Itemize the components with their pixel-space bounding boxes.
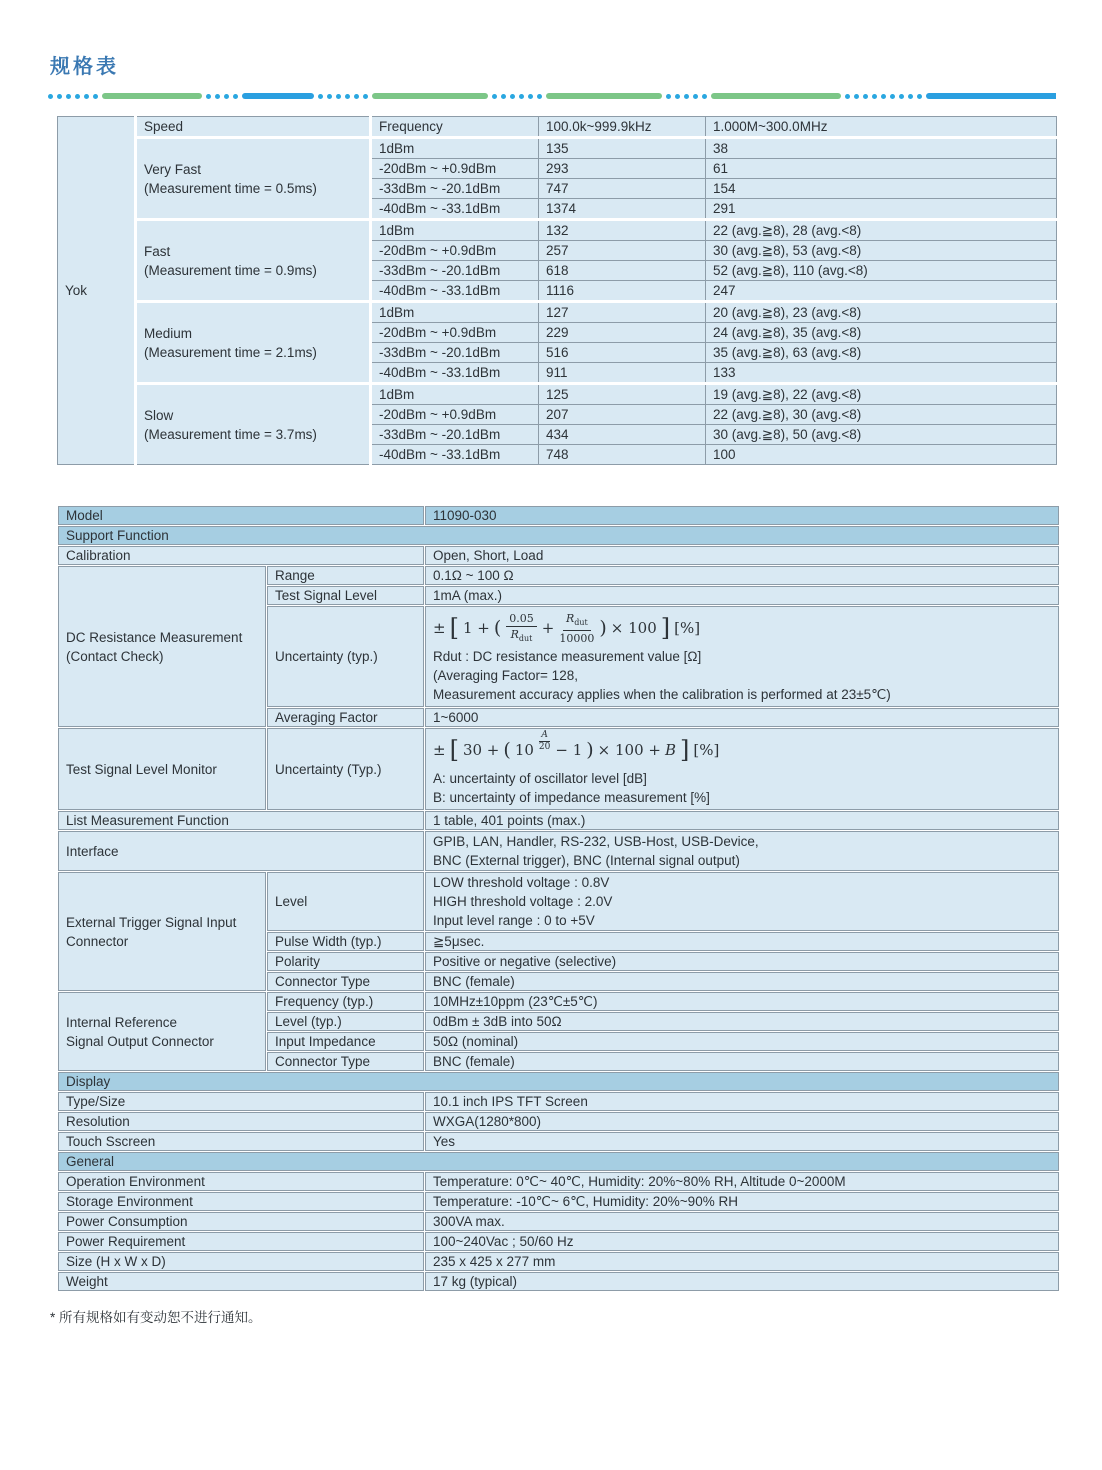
averaging-factor-label-cell: Averaging Factor [267, 708, 424, 727]
display-header-cell: Display [58, 1072, 1059, 1091]
formula-fraction: 0.05 $R_{dut}$ [506, 612, 537, 643]
group-name: Very Fast [144, 161, 202, 177]
connector-type-label-cell: Connector Type [267, 972, 424, 991]
model-value-cell: 11090-030 [425, 506, 1059, 525]
ref-level-value-cell: 0dBm ± 3dB into 50Ω [425, 1012, 1059, 1031]
type-size-label-cell: Type/Size [58, 1092, 424, 1111]
formula-fragment: [ [449, 736, 459, 764]
group-label-cell [136, 384, 371, 465]
table-row [58, 728, 1059, 810]
value-high-cell: 247 [706, 281, 1057, 302]
value-low-cell: 293 [539, 159, 706, 179]
test-signal-level-label-cell: Test Signal Level [267, 586, 424, 605]
pulse-width-value-cell: ≧5μsec. [425, 932, 1059, 951]
model-spec-table [57, 505, 1060, 1292]
list-function-value-cell: 1 table, 401 points (max.) [425, 811, 1059, 830]
dc-uncertainty-note: (Averaging Factor= 128, [433, 668, 578, 683]
calibration-label-cell: Calibration [58, 546, 424, 565]
model-row [58, 506, 1059, 525]
interface-label-cell: Interface [58, 831, 424, 871]
formula-fragment: [%] [674, 619, 701, 637]
level-cell: -20dBm ~ +0.9dBm [371, 159, 539, 179]
polarity-label-cell: Polarity [267, 952, 424, 971]
value-low-cell: 618 [539, 261, 706, 281]
formula-fragment: 1 + [462, 619, 490, 637]
value-high-cell: 20 (avg.≧8), 23 (avg.<8) [706, 302, 1057, 323]
storage-env-value-cell: Temperature: -10℃~ 6℃, Humidity: 20%~90% RH [425, 1192, 1059, 1211]
size-label-cell: Size (H x W x D) [58, 1252, 424, 1271]
calibration-value-cell: Open, Short, Load [425, 546, 1059, 565]
monitor-uncertainty-note: B: uncertainty of impedance measurement [%] [433, 790, 710, 805]
value-low-cell: 257 [539, 241, 706, 261]
formula-fragment: 10 [514, 741, 534, 759]
value-low-cell: 747 [539, 179, 706, 199]
touch-screen-value-cell: Yes [425, 1132, 1059, 1151]
connector-type-value-cell: BNC (female) [425, 972, 1059, 991]
support-function-header-cell: Support Function [58, 526, 1059, 545]
value-low-cell: 132 [539, 220, 706, 241]
table-row [58, 1272, 1059, 1291]
value-high-cell: 100 [706, 445, 1057, 465]
table-row [58, 811, 1059, 830]
group-time: (Measurement time = 0.5ms) [144, 180, 317, 196]
dc-resistance-label-cell [58, 566, 266, 727]
formula-fraction: $R_{dut}$ 10000 [559, 612, 595, 645]
value-low-cell: 229 [539, 323, 706, 343]
value-high-cell: 52 (avg.≧8), 110 (avg.<8) [706, 261, 1057, 281]
speed-header-row [58, 117, 1057, 138]
formula-fragment: × 100 [610, 619, 657, 637]
operation-env-label-cell: Operation Environment [58, 1172, 424, 1191]
monitor-uncertainty-formula [433, 731, 1051, 769]
signal-monitor-label-cell: Test Signal Level Monitor [58, 728, 266, 810]
formula-fragment: B [664, 741, 677, 759]
level-label-cell: Level [267, 872, 424, 931]
interface-value-cell [425, 831, 1059, 871]
ext-trigger-label-cell [58, 872, 266, 991]
group-time: (Measurement time = 3.7ms) [144, 426, 317, 442]
test-signal-level-value-cell: 1mA (max.) [425, 586, 1059, 605]
range-label-cell: Range [267, 566, 424, 585]
power-consumption-label-cell: Power Consumption [58, 1212, 424, 1231]
value-high-cell: 30 (avg.≧8), 53 (avg.<8) [706, 241, 1057, 261]
impedance-label-cell: Input Impedance [267, 1032, 424, 1051]
formula-fragment: ) [586, 738, 594, 761]
level-cell: -40dBm ~ -33.1dBm [371, 363, 539, 384]
general-header-cell: General [58, 1152, 1059, 1171]
range-value-cell: 0.1Ω ~ 100 Ω [425, 566, 1059, 585]
averaging-factor-value-cell: 1~6000 [425, 708, 1059, 727]
touch-screen-label-cell: Touch Sscreen [58, 1132, 424, 1151]
value-high-cell: 38 [706, 138, 1057, 159]
table-row [58, 1232, 1059, 1251]
value-low-cell: 1374 [539, 199, 706, 220]
ref-level-label-cell: Level (typ.) [267, 1012, 424, 1031]
table-row [58, 302, 1057, 323]
value-low-cell: 1116 [539, 281, 706, 302]
formula-fragment: ] [660, 614, 671, 642]
formula-fragment: [%] [693, 741, 720, 759]
value-high-cell: 35 (avg.≧8), 63 (avg.<8) [706, 343, 1057, 363]
formula-fragment: + [541, 619, 555, 637]
formula-fragment: ) [599, 616, 607, 639]
ext-trigger-label-line2: Connector [66, 933, 129, 949]
monitor-uncertainty-note: A: uncertainty of oscillator level [dB] [433, 771, 647, 786]
storage-env-label-cell: Storage Environment [58, 1192, 424, 1211]
size-value-cell: 235 x 425 x 277 mm [425, 1252, 1059, 1271]
group-label-cell [136, 138, 371, 220]
section-header-row [58, 1072, 1059, 1091]
table-row [58, 566, 1059, 585]
interface-value-line: GPIB, LAN, Handler, RS-232, USB-Host, USB-Device, [433, 834, 759, 849]
level-value-line: HIGH threshold voltage : 2.0V [433, 894, 613, 909]
level-cell: -40dBm ~ -33.1dBm [371, 445, 539, 465]
value-high-cell: 22 (avg.≧8), 28 (avg.<8) [706, 220, 1057, 241]
value-low-cell: 911 [539, 363, 706, 384]
power-consumption-value-cell: 300VA max. [425, 1212, 1059, 1231]
table-row [58, 1132, 1059, 1151]
weight-value-cell: 17 kg (typical) [425, 1272, 1059, 1291]
decorative-divider [48, 92, 1056, 100]
level-cell: -40dBm ~ -33.1dBm [371, 199, 539, 220]
frequency-label-cell: Frequency (typ.) [267, 992, 424, 1011]
formula-fragment: ± [433, 619, 446, 637]
level-cell: -20dBm ~ +0.9dBm [371, 241, 539, 261]
group-name: Slow [144, 407, 174, 423]
value-high-cell: 22 (avg.≧8), 30 (avg.<8) [706, 405, 1057, 425]
formula-fragment: 30 + [462, 741, 500, 759]
value-low-cell: 207 [539, 405, 706, 425]
level-cell: -20dBm ~ +0.9dBm [371, 323, 539, 343]
interface-value-line: BNC (External trigger), BNC (Internal signal output) [433, 853, 740, 868]
level-cell: -33dBm ~ -20.1dBm [371, 343, 539, 363]
group-name: Fast [144, 243, 171, 259]
formula-fragment: × 100 + [597, 741, 661, 759]
formula-exponent-fraction: A 20 [538, 729, 551, 752]
value-low-cell: 516 [539, 343, 706, 363]
weight-label-cell: Weight [58, 1272, 424, 1291]
dc-uncertainty-note: Rdut : DC resistance measurement value [Ω] [433, 649, 702, 664]
value-low-cell: 748 [539, 445, 706, 465]
monitor-uncertainty-value-cell [425, 728, 1059, 810]
table-row [58, 1192, 1059, 1211]
section-header-row [58, 526, 1059, 545]
level-cell: 1dBm [371, 302, 539, 323]
table-row [58, 872, 1059, 931]
header-frequency-cell: Frequency [371, 117, 539, 138]
table-row [58, 1092, 1059, 1111]
dc-uncertainty-value-cell [425, 606, 1059, 707]
section-header-row [58, 1152, 1059, 1171]
formula-fragment: ] [680, 736, 690, 764]
level-cell: 1dBm [371, 138, 539, 159]
type-size-value-cell: 10.1 inch IPS TFT Screen [425, 1092, 1059, 1111]
formula-fragment: ( [503, 738, 511, 761]
header-band-low-cell: 100.0k~999.9kHz [539, 117, 706, 138]
group-label-cell [136, 302, 371, 384]
level-cell: -33dBm ~ -20.1dBm [371, 261, 539, 281]
formula-fragment: − 1 [555, 741, 583, 759]
table-row [58, 1112, 1059, 1131]
impedance-value-cell: 50Ω (nominal) [425, 1032, 1059, 1051]
dc-uncertainty-formula [433, 609, 1051, 647]
value-low-cell: 127 [539, 302, 706, 323]
dc-uncertainty-label-cell: Uncertainty (typ.) [267, 606, 424, 707]
int-reference-label-line2: Signal Output Connector [66, 1033, 214, 1049]
resolution-label-cell: Resolution [58, 1112, 424, 1131]
list-function-label-cell: List Measurement Function [58, 811, 424, 830]
level-cell: -20dBm ~ +0.9dBm [371, 405, 539, 425]
operation-env-value-cell: Temperature: 0℃~ 40℃, Humidity: 20%~80% RH, Altitude 0~2000M [425, 1172, 1059, 1191]
group-time: (Measurement time = 0.9ms) [144, 262, 317, 278]
table-row [58, 384, 1057, 405]
model-label-cell: Model [58, 506, 424, 525]
table-row [58, 220, 1057, 241]
int-reference-label-line1: Internal Reference [66, 1014, 178, 1030]
value-high-cell: 291 [706, 199, 1057, 220]
level-cell: -33dBm ~ -20.1dBm [371, 425, 539, 445]
monitor-uncertainty-label-cell: Uncertainty (Typ.) [267, 728, 424, 810]
level-cell: 1dBm [371, 220, 539, 241]
int-reference-label-cell [58, 992, 266, 1071]
pulse-width-label-cell: Pulse Width (typ.) [267, 932, 424, 951]
value-high-cell: 154 [706, 179, 1057, 199]
table-row [58, 1172, 1059, 1191]
table-row [58, 1252, 1059, 1271]
formula-fragment: ( [493, 616, 502, 639]
resolution-value-cell: WXGA(1280*800) [425, 1112, 1059, 1131]
formula-fragment: [ [449, 614, 459, 642]
header-band-high-cell: 1.000M~300.0MHz [706, 117, 1057, 138]
value-high-cell: 24 (avg.≧8), 35 (avg.<8) [706, 323, 1057, 343]
value-high-cell: 61 [706, 159, 1057, 179]
side-label-cell: Yok [58, 117, 136, 465]
table-row [58, 831, 1059, 871]
value-low-cell: 125 [539, 384, 706, 405]
polarity-value-cell: Positive or negative (selective) [425, 952, 1059, 971]
power-requirement-label-cell: Power Requirement [58, 1232, 424, 1251]
ref-connector-label-cell: Connector Type [267, 1052, 424, 1071]
level-cell: -40dBm ~ -33.1dBm [371, 281, 539, 302]
footnote: * 所有规格如有变动恕不进行通知。 [50, 1310, 262, 1325]
value-low-cell: 434 [539, 425, 706, 445]
value-high-cell: 19 (avg.≧8), 22 (avg.<8) [706, 384, 1057, 405]
value-low-cell: 135 [539, 138, 706, 159]
value-high-cell: 30 (avg.≧8), 50 (avg.<8) [706, 425, 1057, 445]
value-high-cell: 133 [706, 363, 1057, 384]
table-row [58, 992, 1059, 1011]
group-label-cell [136, 220, 371, 302]
table-row [58, 546, 1059, 565]
table-row [58, 1212, 1059, 1231]
level-value-cell [425, 872, 1059, 931]
dc-resistance-label-line1: DC Resistance Measurement [66, 629, 243, 645]
group-name: Medium [144, 325, 193, 341]
level-value-line: LOW threshold voltage : 0.8V [433, 875, 610, 890]
level-cell: 1dBm [371, 384, 539, 405]
formula-fragment: ± [433, 741, 446, 759]
header-speed-cell: Speed [136, 117, 371, 138]
frequency-value-cell: 10MHz±10ppm (23℃±5℃) [425, 992, 1059, 1011]
table-row [58, 138, 1057, 159]
group-time: (Measurement time = 2.1ms) [144, 344, 317, 360]
dc-resistance-label-line2: (Contact Check) [66, 648, 164, 664]
ext-trigger-label-line1: External Trigger Signal Input [66, 914, 237, 930]
speed-spec-table [57, 116, 1057, 465]
level-cell: -33dBm ~ -20.1dBm [371, 179, 539, 199]
power-requirement-value-cell: 100~240Vac ; 50/60 Hz [425, 1232, 1059, 1251]
page-title: 规格表 [50, 56, 119, 78]
ref-connector-value-cell: BNC (female) [425, 1052, 1059, 1071]
level-value-line: Input level range : 0 to +5V [433, 913, 595, 928]
dc-uncertainty-note: Measurement accuracy applies when the calibration is performed at 23±5℃) [433, 687, 891, 702]
